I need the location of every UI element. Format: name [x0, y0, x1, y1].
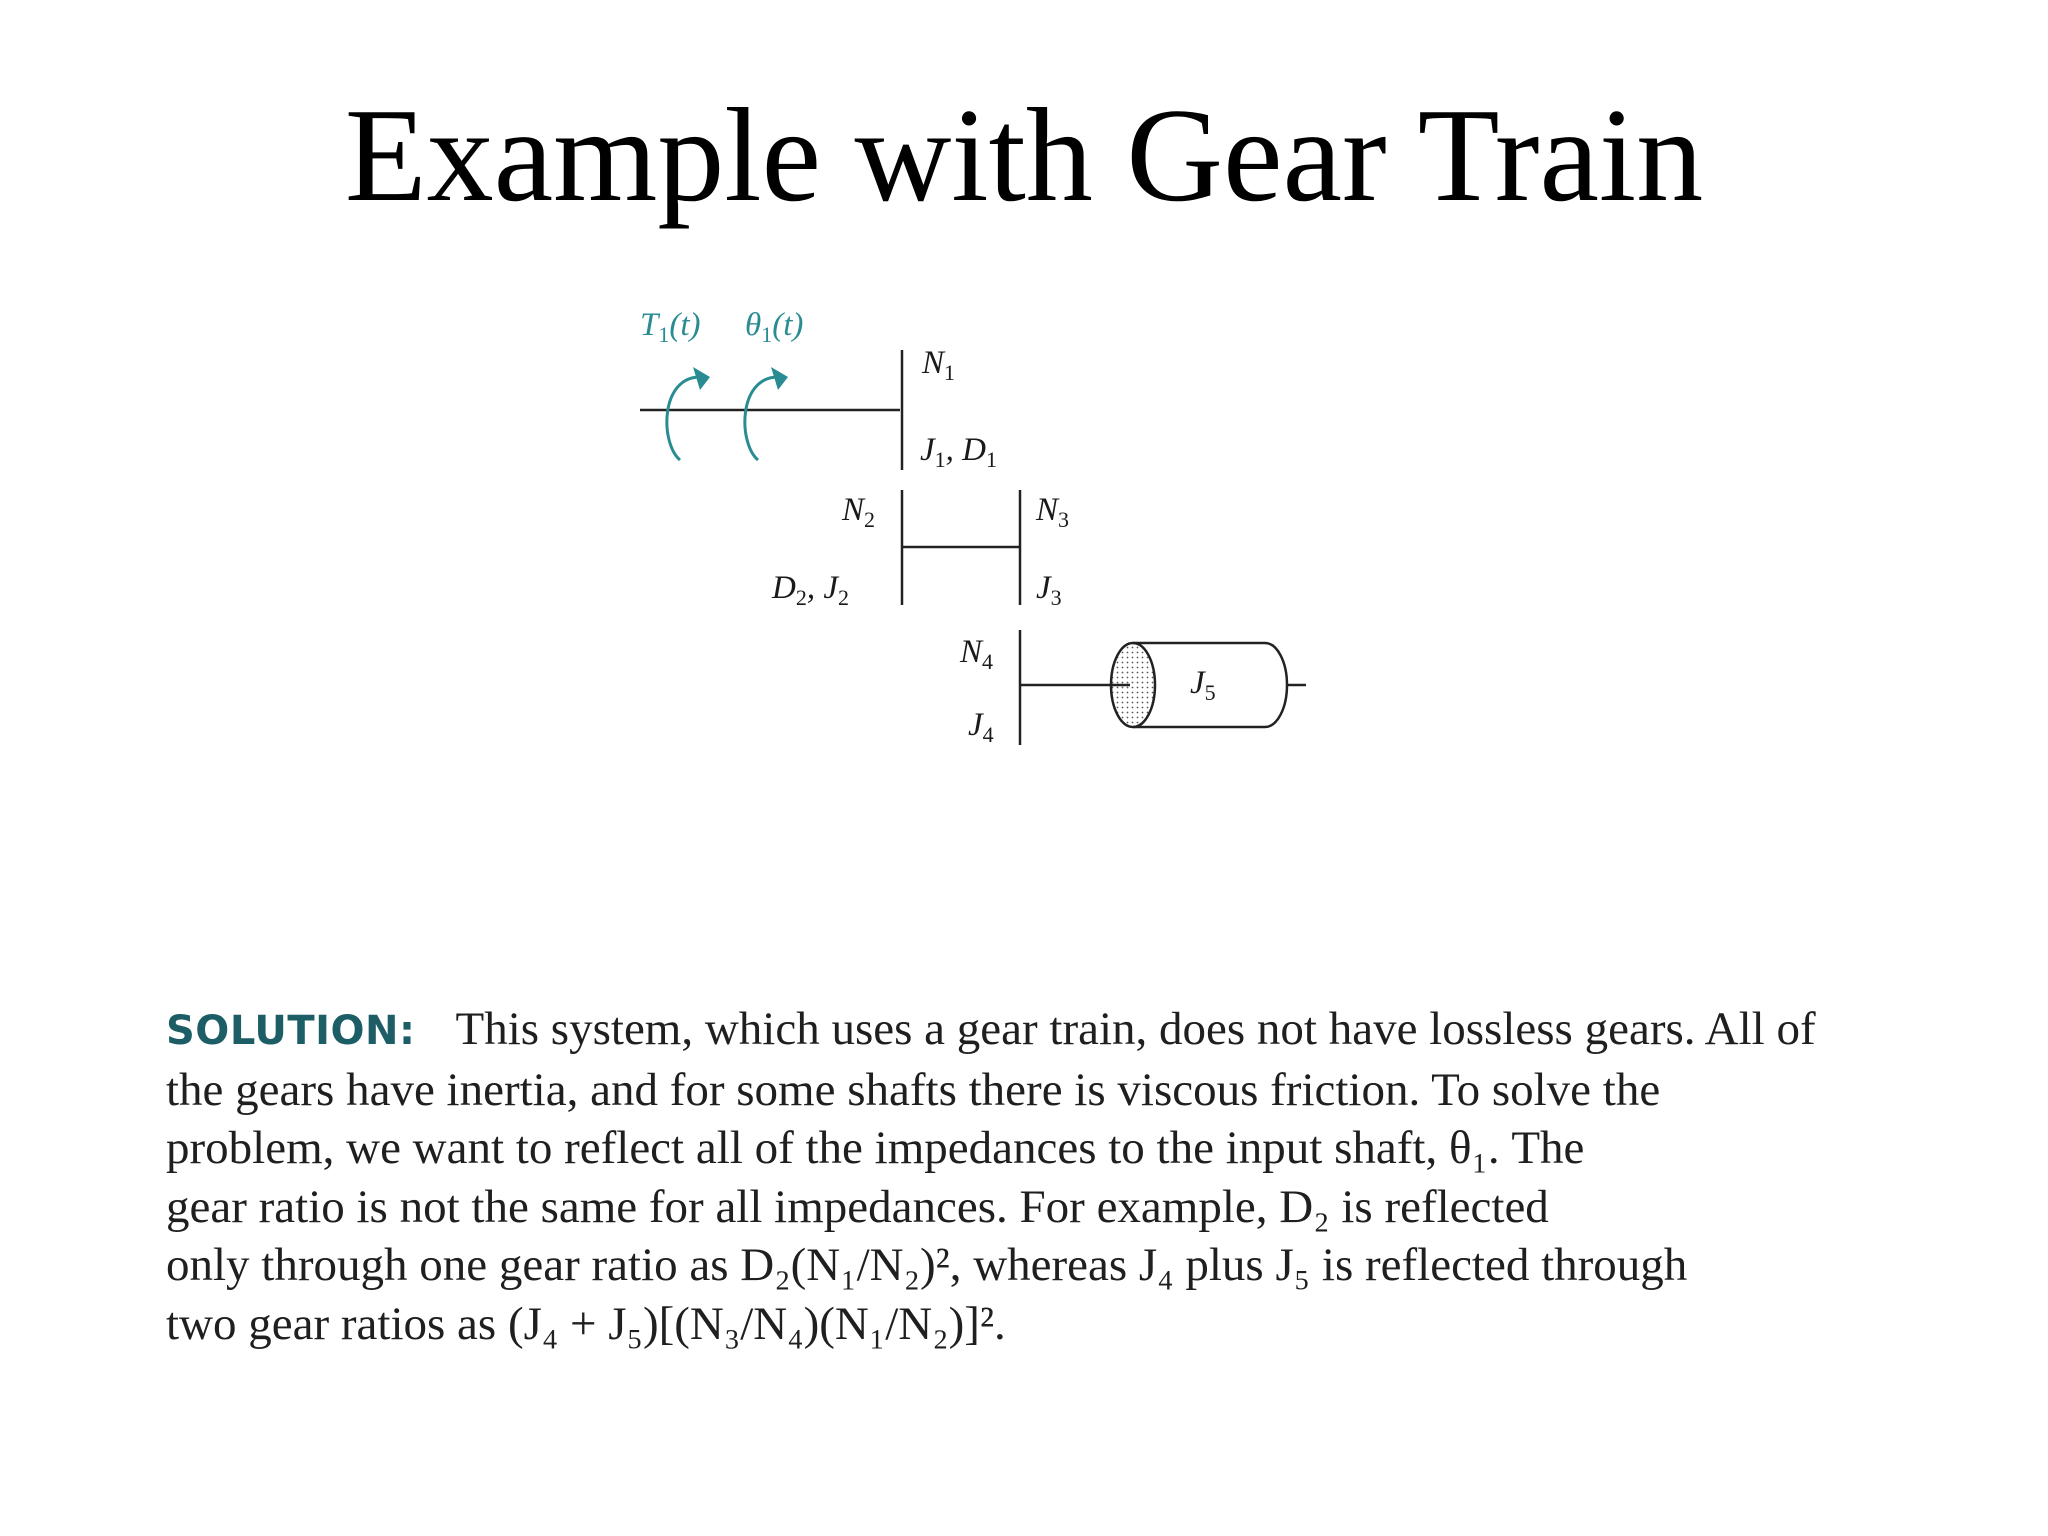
torque-arrow-icon [667, 367, 710, 460]
gear-train-diagram [600, 285, 1360, 775]
j3-label: $J_3$ [1036, 570, 1062, 610]
n1-label: $N_1$ [922, 345, 956, 385]
angle-arrow-icon [745, 367, 788, 460]
n2-label: $N_2$ [842, 492, 876, 532]
angle-label: $\theta_1(t)$ [745, 307, 804, 347]
solution-label: SOLUTION: [166, 1008, 416, 1054]
j5-label: $J_5$ [1190, 665, 1216, 705]
j1-d1-label: $J_1$, $D_1$ [920, 432, 997, 472]
solution-line-5: only through one gear ratio as D₂(N₁/N₂)², whereas J₄ plus J₅ is reflected through [166, 1239, 1688, 1291]
solution-line-2: the gears have inertia, and for some shafts there is viscous friction. To solve the [166, 1063, 1661, 1116]
slide-title: Example with Gear Train [344, 81, 1704, 229]
j4-label: $J_4$ [968, 707, 994, 747]
d2-j2-label: $D_2$, $J_2$ [772, 570, 849, 610]
solution-line-3: problem, we want to reflect all of the impedances to the input shaft, θ₁. The [166, 1122, 1585, 1174]
solution-line-1: SOLUTION: This system, which uses a gear train, does not have lossless gears. All of [166, 1003, 1816, 1055]
solution-line-4: gear ratio is not the same for all impedances. For example, D₂ is reflected [166, 1180, 1549, 1233]
solution-line-6: two gear ratios as (J₄ + J₅)[(N₃/N₄)(N₁/N₂)]². [166, 1297, 1006, 1350]
solution-text [166, 1000, 1880, 1353]
n4-label: $N_4$ [960, 634, 994, 674]
n3-label: $N_3$ [1036, 492, 1070, 532]
torque-label: $T_1(t)$ [640, 307, 701, 347]
